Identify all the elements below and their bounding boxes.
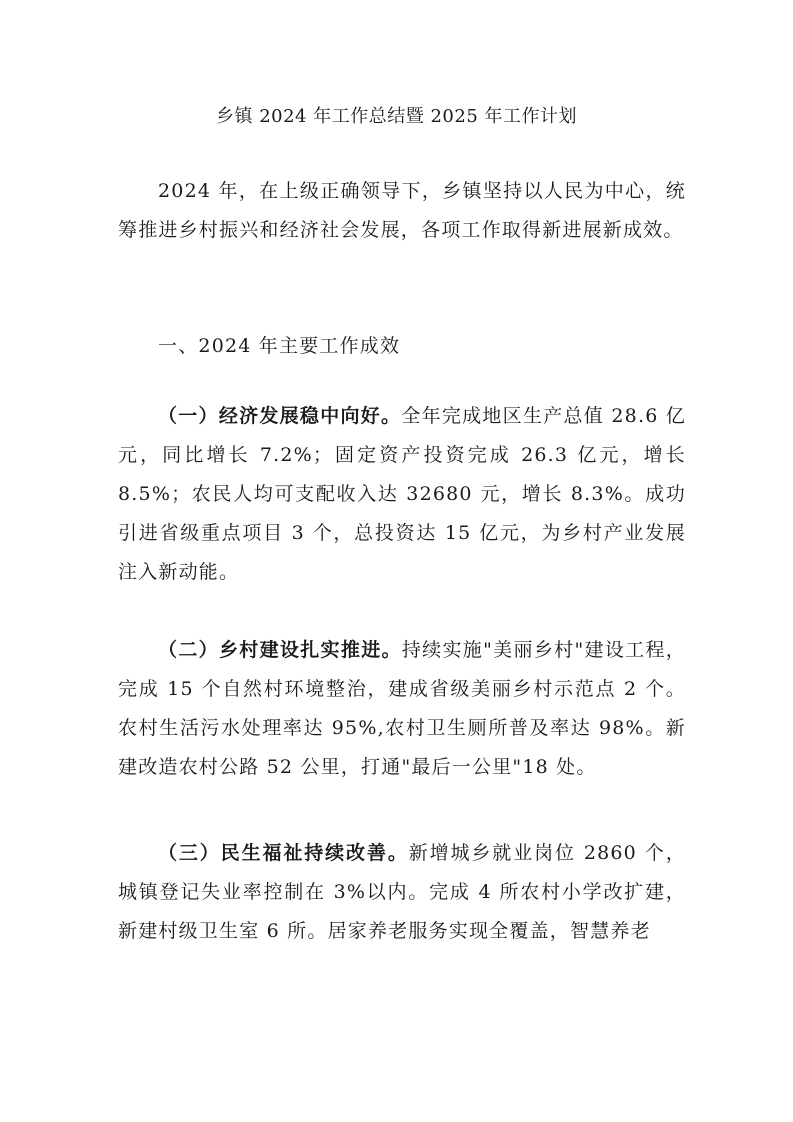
item-lead: （三）民生福祉持续改善。 <box>158 842 409 864</box>
section-heading: 一、2024 年主要工作成效 <box>158 335 401 357</box>
item-text: 全年完成地区生产总值 28.6 亿元，同比增长 7.2%；固定资产投资完成 26.3 亿元，增长 8.5%；农民人均可支配收入达 32680 元，增长 8.3%。成功引进省级重点项目 3 个，总投资达 15 亿元，为乡村产业发展注入新动能。 <box>118 405 686 583</box>
section-item-economy <box>118 397 686 592</box>
item-lead: （一）经济发展稳中向好。 <box>158 405 402 427</box>
section-item-livelihood <box>118 834 686 951</box>
item-text: 新增城乡就业岗位 2860 个，城镇登记失业率控制在 3%以内。完成 4 所农村小学改扩建，新建村级卫生室 6 所。居家养老服务实现全覆盖，智慧养老 <box>118 842 686 942</box>
section-item-rural-construction <box>118 631 686 787</box>
item-lead: （二）乡村建设扎实推进。 <box>158 639 402 661</box>
document-title: 乡镇 2024 年工作总结暨 2025 年工作计划 <box>215 106 577 127</box>
item-text: 持续实施"美丽乡村"建设工程，完成 15 个自然村环境整治，建成省级美丽乡村示范点 2 个。农村生活污水处理率达 95%,农村卫生厕所普及率达 98%。新建改造农村公路 52 公里，打通"最后一公里"18 处。 <box>118 639 686 778</box>
intro-paragraph: 2024 年，在上级正确领导下，乡镇坚持以人民为中心，统筹推进乡村振兴和经济社会发展，各项工作取得新进展新成效。 <box>118 180 686 241</box>
